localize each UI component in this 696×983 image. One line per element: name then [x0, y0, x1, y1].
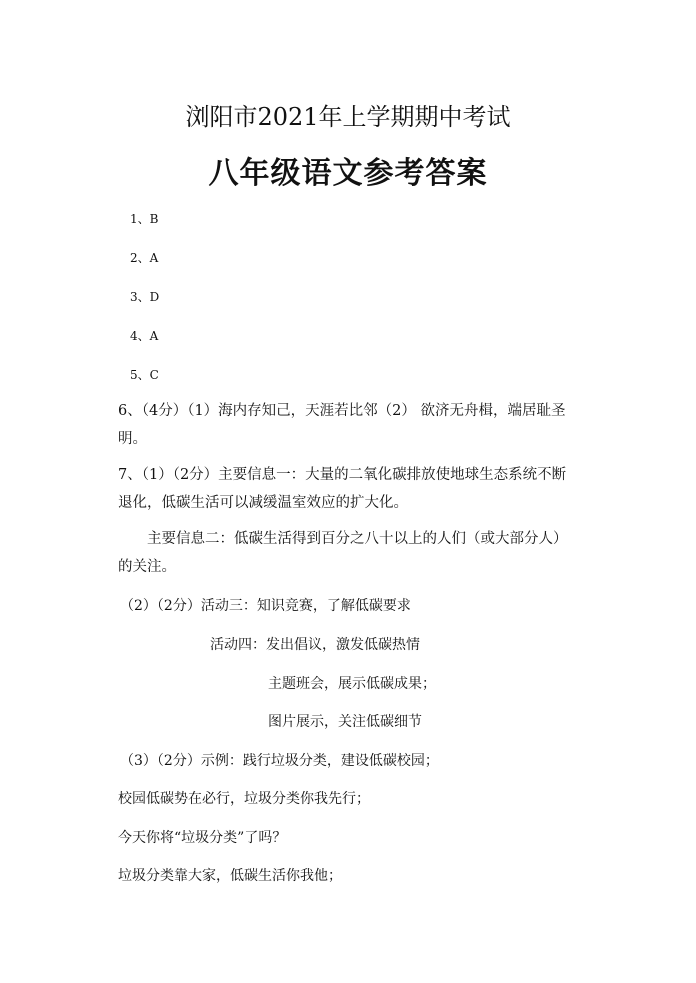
- answer-1: 1、B: [130, 212, 159, 226]
- answer-key-title: 八年级语文参考答案: [208, 156, 488, 191]
- slogan-1: 校园低碳势在必行，垃圾分类你我先行；: [118, 791, 370, 807]
- slogan-2: 今天你将“垃圾分类”了吗？: [118, 830, 287, 846]
- slogan-3: 垃圾分类靠大家，低碳生活你我他；: [118, 868, 342, 884]
- answer-7-2-activity4-c: 图片展示，关注低碳细节: [268, 714, 422, 730]
- answer-4: 4、A: [130, 329, 159, 343]
- answer-2: 2、A: [130, 251, 159, 265]
- answer-5: 5、C: [130, 368, 159, 382]
- answer-7-2: （2）（2分）活动三：知识竞赛，了解低碳要求: [120, 598, 411, 614]
- answer-7-2-activity4: 活动四：发出倡议，激发低碳热情: [210, 637, 420, 653]
- answer-7-3: （3）（2分）示例：践行垃圾分类，建设低碳校园；: [120, 753, 439, 769]
- answer-7-2-activity4-b: 主题班会，展示低碳成果；: [268, 676, 436, 692]
- answer-6: 6、（4分）（1）海内存知己，天涯若比邻（2） 欲济无舟楫，端居耻圣明。: [118, 403, 566, 447]
- answer-7-1-info2: 主要信息二：低碳生活得到百分之八十以上的人们（或大部分人）的关注。: [118, 531, 568, 575]
- answer-7-1: 7、（1）（2分）主要信息一：大量的二氧化碳排放使地球生态系统不断退化，低碳生活可以减缓温室效应的扩大化。: [118, 467, 567, 511]
- answer-3: 3、D: [130, 290, 160, 304]
- exam-title: 浏阳市2021年上学期期中考试: [185, 103, 511, 131]
